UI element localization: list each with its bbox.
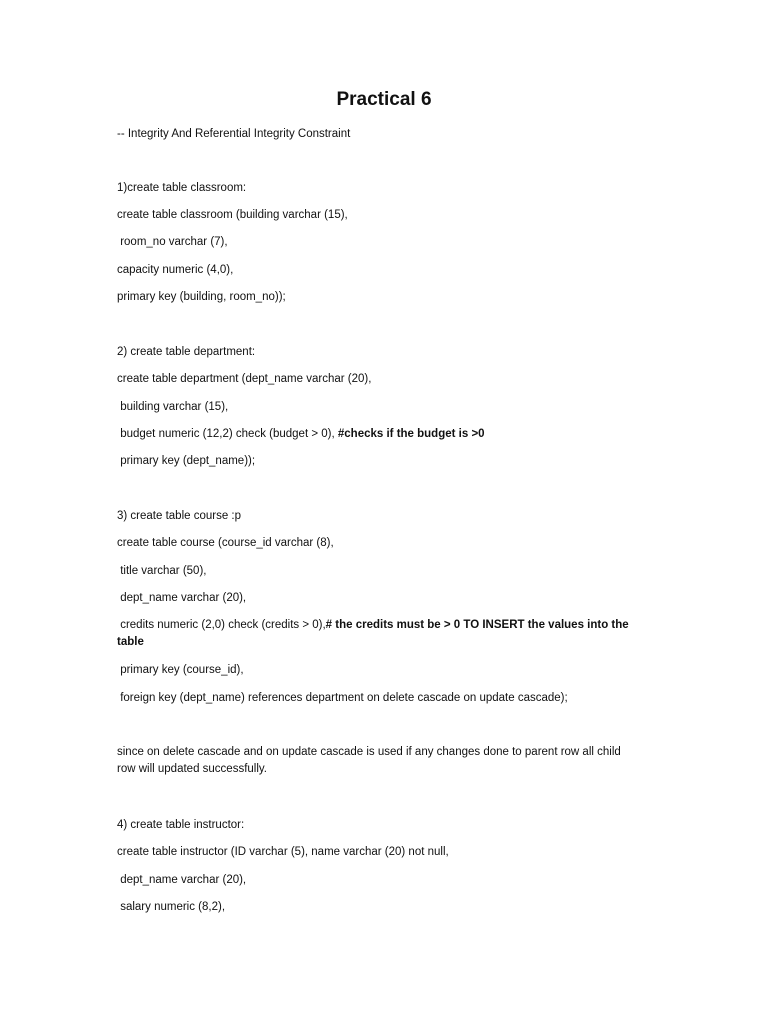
section2-heading: 2) create table department: (117, 346, 256, 358)
section3-line1: create table course (course_id varchar (8), (117, 537, 334, 549)
section2-line2: building varchar (15), (117, 401, 229, 413)
section2-line3 (117, 426, 637, 443)
section4-line2: dept_name varchar (20), (117, 874, 247, 886)
section1-line3: capacity numeric (4,0), (117, 264, 234, 276)
section1-line4: primary key (building, room_no)); (117, 291, 286, 303)
page-title: Practical 6 (336, 89, 432, 110)
section3-heading: 3) create table course :p (117, 510, 242, 522)
section3-line2: title varchar (50), (117, 565, 207, 577)
section2-line3-code: budget numeric (12,2) check (budget > 0), (117, 428, 338, 440)
section3-line4-code: credits numeric (2,0) check (credits > 0), (117, 619, 326, 631)
section3-line6: foreign key (dept_name) references department on delete cascade on update cascade); (117, 692, 568, 704)
section1-heading: 1)create table classroom: (117, 182, 247, 194)
cascade-note: since on delete cascade and on update cascade is used if any changes done to parent row all child row will updated successfully. (117, 746, 624, 775)
section4-heading: 4) create table instructor: (117, 819, 245, 831)
section2-line4: primary key (dept_name)); (117, 455, 256, 467)
section4-line3: salary numeric (8,2), (117, 901, 226, 913)
section1-line1: create table classroom (building varchar (15), (117, 209, 348, 221)
section2-line1: create table department (dept_name varchar (20), (117, 373, 372, 385)
section3-line4 (117, 617, 637, 651)
section3-line4-comment: # the credits must be > 0 TO INSERT the values into the table (117, 619, 632, 648)
subtitle: -- Integrity And Referential Integrity Constraint (117, 128, 351, 140)
section2-line3-comment: #checks if the budget is >0 (337, 428, 485, 440)
section3-line3: dept_name varchar (20), (117, 592, 247, 604)
section1-line2: room_no varchar (7), (117, 236, 228, 248)
section4-line1: create table instructor (ID varchar (5), name varchar (20) not null, (117, 846, 449, 858)
section3-line5: primary key (course_id), (117, 664, 244, 676)
